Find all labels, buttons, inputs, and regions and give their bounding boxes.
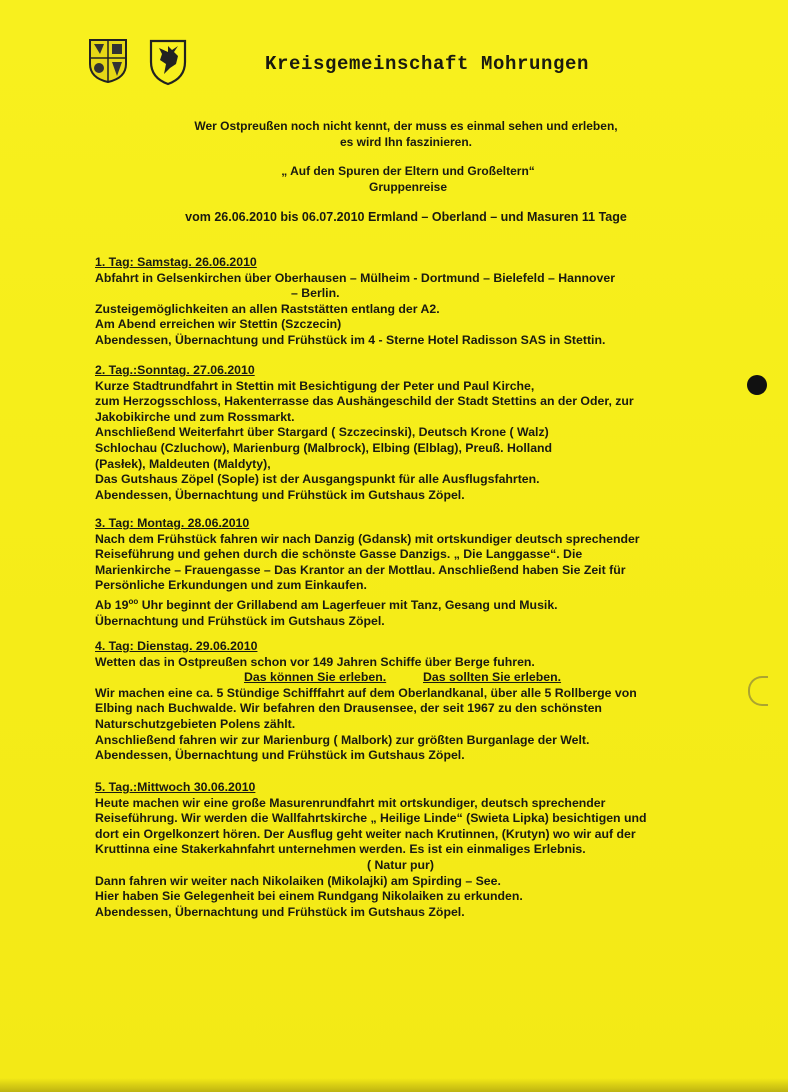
time-start: Ab 19 — [95, 598, 129, 613]
day-line: Reiseführung. Wir werden die Wallfahrtskirche „ Heilige Linde“ (Swieta Lipka) besichtigen und — [95, 811, 647, 826]
page-title: Kreisgemeinschaft Mohrungen — [265, 53, 590, 75]
day-line: Anschließend fahren wir zur Marienburg ( Malbork) zur größten Burganlage der Welt. — [95, 732, 590, 747]
bleed-through-text — [330, 92, 710, 118]
day-line: ( Natur pur) — [367, 857, 434, 872]
day-line: Abfahrt in Gelsenkirchen über Oberhausen – Mülheim - Dortmund – Bielefeld – Hannover — [95, 270, 615, 285]
day-line: Naturschutzgebieten Polens zählt. — [95, 716, 296, 731]
day-line: Wir machen eine ca. 5 Stündige Schifffahrt auf dem Oberlandkanal, über alle 5 Rollberge von — [95, 685, 637, 700]
elk-shield-icon — [148, 38, 188, 86]
day-line: Dann fahren wir weiter nach Nikolaiken (Mikolajki) am Spirding – See. — [95, 873, 501, 888]
time-superscript: oo — [128, 596, 139, 606]
day-line: Nach dem Frühstück fahren wir nach Danzig (Gdansk) mit ortskundiger deutsch sprechender — [95, 531, 640, 546]
intro-line: Wer Ostpreußen noch nicht kennt, der muss es einmal sehen und erleben, — [194, 119, 618, 133]
coat-of-arms-icon — [88, 38, 128, 84]
day-line: Übernachtung und Frühstück im Gutshaus Zöpel. — [95, 613, 385, 628]
day-heading: 3. Tag: Montag. 28.06.2010 — [95, 516, 250, 530]
day-section — [95, 255, 735, 349]
day-line: zum Herzogsschloss, Hakenterrasse das Aushängeschild der Stadt Stettins an der Oder, zur — [95, 394, 634, 409]
day-line: Das Gutshaus Zöpel (Sople) ist der Ausgangspunkt für alle Ausflugsfahrten. — [95, 472, 540, 487]
day-line: Wetten das in Ostpreußen schon vor 149 Jahren Schiffe über Berge fuhren. — [95, 654, 535, 669]
day-line: Reiseführung und gehen durch die schönste Gasse Danzigs. „ Die Langgasse“. Die — [95, 547, 583, 562]
day-line: Schlochau (Czluchow), Marienburg (Malbrock), Elbing (Elblag), Preuß. Holland — [95, 440, 553, 455]
tour-subtitle: Gruppenreise — [368, 180, 448, 194]
day-line: – Berlin. — [291, 286, 340, 301]
time-rest: Uhr beginnt der Grillabend am Lagerfeuer mit Tanz, Gesang und Musik. — [138, 598, 558, 613]
day-line: Marienkirche – Frauengasse – Das Krantor an der Mottlau. Anschließend haben Sie Zeit für — [95, 562, 626, 577]
day-line: Abendessen, Übernachtung und Frühstück im Gutshaus Zöpel. — [95, 904, 465, 919]
tour-quote: „ Auf den Spuren der Eltern und Großeltern“ — [281, 164, 535, 178]
slogan: Das können Sie erleben. — [244, 670, 387, 685]
day-line: (Pasłek), Maldeuten (Maldyty), — [95, 456, 271, 471]
day-line: Hier haben Sie Gelegenheit bei einem Rundgang Nikolaiken zu erkunden. — [95, 889, 523, 904]
day-section — [95, 516, 735, 629]
slogan: Das sollten Sie erleben. — [423, 670, 562, 685]
day-line: dort ein Orgelkonzert hören. Der Ausflug geht weiter nach Krutinnen, (Krutyn) wo wir auf der — [95, 826, 636, 841]
day-section — [95, 639, 735, 764]
day-line: Am Abend erreichen wir Stettin (Szczecin) — [95, 317, 342, 332]
day-line: Jakobikirche und zum Rossmarkt. — [95, 409, 295, 424]
day-line — [95, 594, 735, 614]
day-line: Abendessen, Übernachtung und Frühstück im Gutshaus Zöpel. — [95, 487, 465, 502]
day-section — [95, 363, 735, 503]
day-heading: 1. Tag: Samstag. 26.06.2010 — [95, 255, 257, 269]
tour-dates: vom 26.06.2010 bis 06.07.2010 Ermland – Oberland – und Masuren 11 Tage — [185, 210, 627, 224]
day-line: Zusteigemöglichkeiten an allen Raststätten entlang der A2. — [95, 301, 440, 316]
day-line: Elbing nach Buchwalde. Wir befahren den Drausensee, der seit 1967 zu den schönsten — [95, 701, 602, 716]
day-line: Abendessen, Übernachtung und Frühstück im Gutshaus Zöpel. — [95, 748, 465, 763]
day-heading: 5. Tag.:Mittwoch 30.06.2010 — [95, 780, 256, 794]
day-line: Kurze Stadtrundfahrt in Stettin mit Besichtigung der Peter und Paul Kirche, — [95, 378, 535, 393]
punch-hole-icon — [747, 375, 767, 395]
day-line: Kruttinna eine Stakerkahnfahrt unternehmen werden. Es ist ein einmaliges Erlebnis. — [95, 842, 586, 857]
day-heading: 4. Tag: Dienstag. 29.06.2010 — [95, 639, 258, 653]
day-line: Persönliche Erkundungen und zum Einkaufen. — [95, 578, 367, 593]
day-line: Anschließend Weiterfahrt über Stargard ( Szczecinski), Deutsch Krone ( Walz) — [95, 425, 549, 440]
day-heading: 2. Tag.:Sonntag. 27.06.2010 — [95, 363, 255, 377]
day-line: Heute machen wir eine große Masurenrundfahrt mit ortskundiger, deutsch sprechender — [95, 795, 606, 810]
tour-title — [14, 163, 788, 195]
intro-line: es wird Ihn faszinieren. — [339, 135, 473, 149]
slogan-line — [95, 670, 735, 686]
page-bottom-edge — [0, 1078, 788, 1092]
intro-text — [12, 118, 788, 150]
day-line: Abendessen, Übernachtung und Frühstück im 4 - Sterne Hotel Radisson SAS in Stettin. — [95, 332, 606, 347]
day-section — [95, 780, 735, 920]
paper-fold-mark — [748, 676, 768, 706]
